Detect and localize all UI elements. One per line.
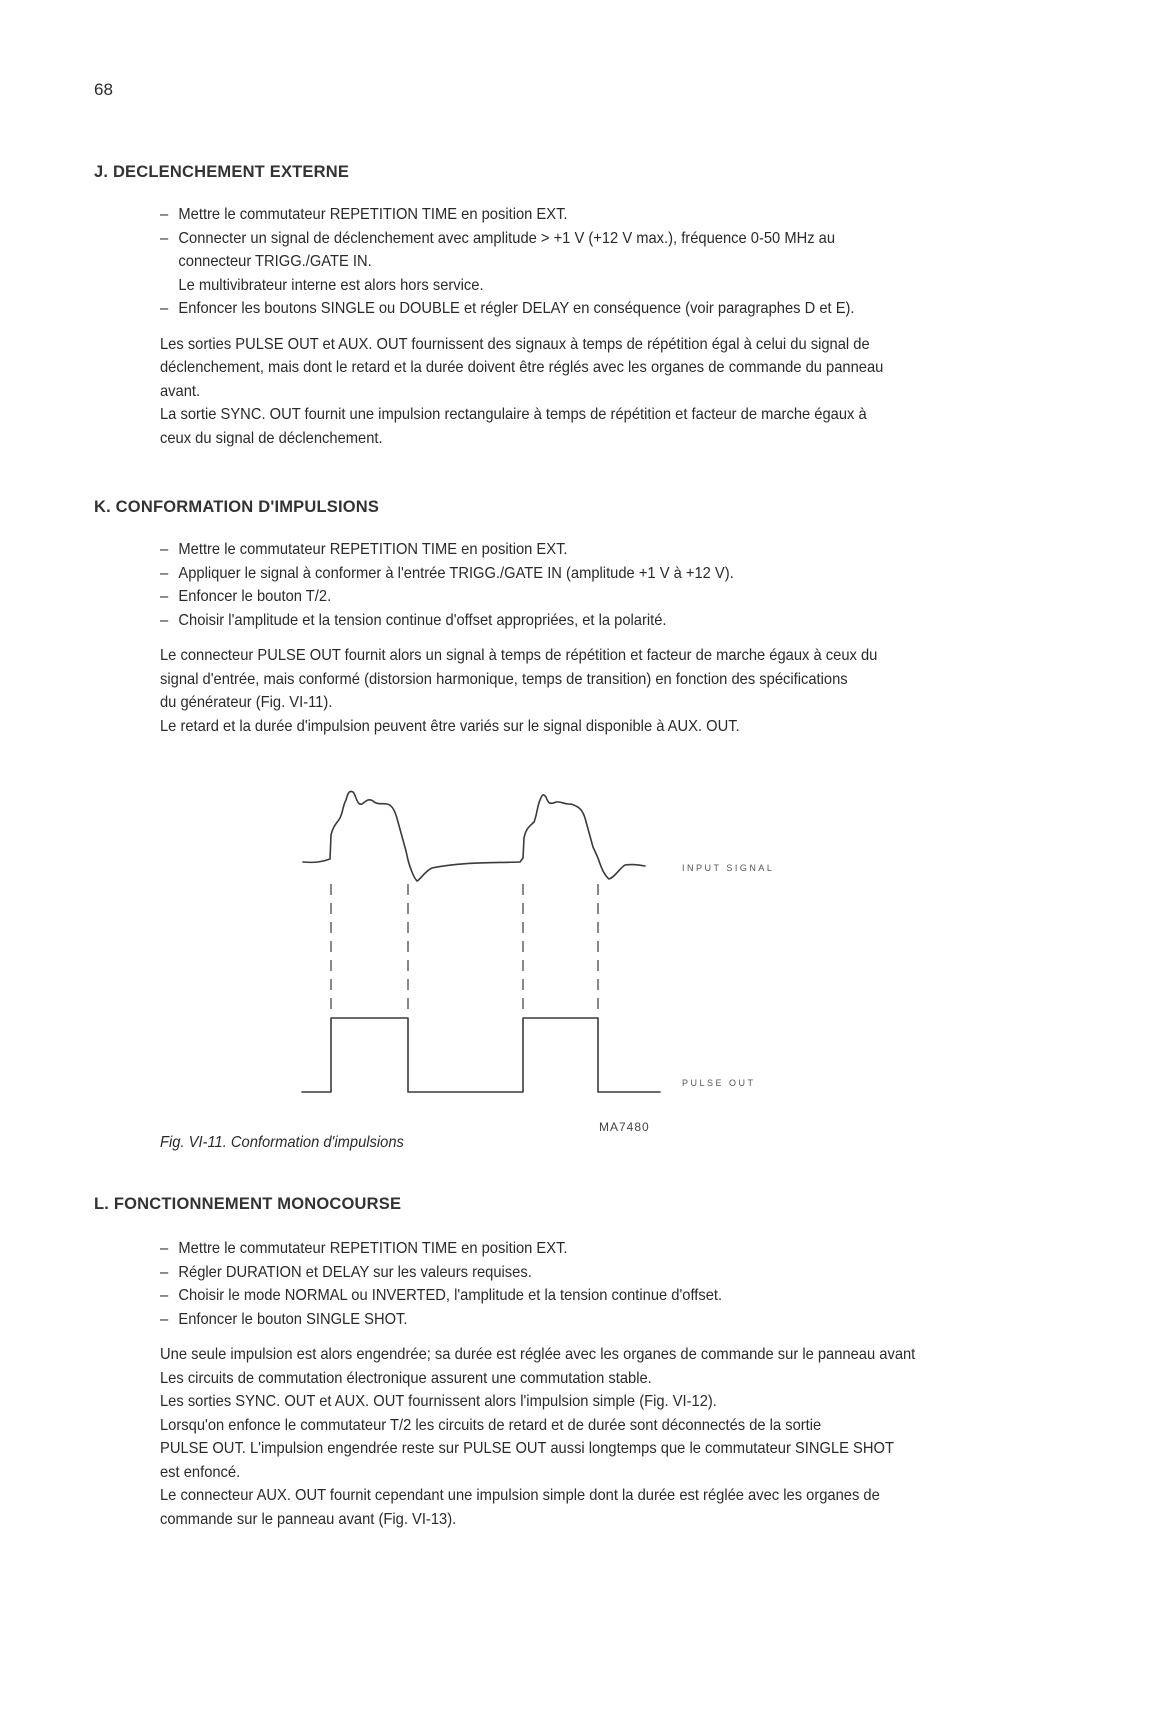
list-item: – Choisir l'amplitude et la tension continue d'offset appropriées, et la polarité. bbox=[160, 611, 667, 629]
list-item-continuation: connecteur TRIGG./GATE IN. bbox=[178, 253, 372, 270]
section-l-title: L. FONCTIONNEMENT MONOCOURSE bbox=[94, 1195, 402, 1213]
paragraph-line: commande sur le panneau avant (Fig. VI-13). bbox=[160, 1510, 457, 1528]
paragraph-line: La sortie SYNC. OUT fournit une impulsion rectangulaire à temps de répétition et facteur de marche égaux à bbox=[160, 406, 867, 423]
list-item: – Mettre le commutateur REPETITION TIME en position EXT. bbox=[160, 206, 568, 223]
paragraph-line: signal d'entrée, mais conformé (distorsion harmonique, temps de transition) en fonction des spécifications bbox=[160, 670, 848, 688]
paragraph-line: Lorsqu'on enfonce le commutateur T/2 les circuits de retard et de durée sont déconnectés de la sortie bbox=[160, 1416, 822, 1434]
list-item: – Appliquer le signal à conformer à l'entrée TRIGG./GATE IN (amplitude +1 V à +12 V). bbox=[160, 564, 734, 582]
list-item: – Choisir le mode NORMAL ou INVERTED, l'amplitude et la tension continue d'offset. bbox=[160, 1287, 723, 1304]
paragraph-line: Le connecteur PULSE OUT fournit alors un signal à temps de répétition et facteur de marche égaux à ceux du bbox=[160, 647, 878, 664]
list-item: – Enfoncer le bouton T/2. bbox=[160, 588, 332, 605]
list-item: – Mettre le commutateur REPETITION TIME en position EXT. bbox=[160, 541, 568, 558]
paragraph-line: avant. bbox=[160, 382, 201, 400]
input-signal-waveform bbox=[303, 791, 645, 881]
list-item-note: Le multivibrateur interne est alors hors service. bbox=[178, 276, 484, 294]
paragraph-line: Les sorties PULSE OUT et AUX. OUT fournissent des signaux à temps de répétition égal à celui du signal de bbox=[160, 335, 870, 353]
paragraph-line: PULSE OUT. L'impulsion engendrée reste sur PULSE OUT aussi longtemps que le commutateur SINGLE SHOT bbox=[160, 1440, 894, 1457]
list-item: – Régler DURATION et DELAY sur les valeurs requises. bbox=[160, 1263, 532, 1281]
section-j-title: J. DECLENCHEMENT EXTERNE bbox=[94, 163, 350, 181]
paragraph-line: du générateur (Fig. VI-11). bbox=[160, 694, 333, 711]
pulse-out-waveform bbox=[302, 1018, 660, 1092]
paragraph-line: ceux du signal de déclenchement. bbox=[160, 429, 383, 447]
paragraph-line: Le retard et la durée d'impulsion peuvent être variés sur le signal disponible à AUX. OUT. bbox=[160, 717, 740, 735]
list-item: – Connecter un signal de déclenchement avec amplitude > +1 V (+12 V max.), fréquence 0-50 MHz au bbox=[160, 229, 836, 247]
page-number: 68 bbox=[94, 80, 113, 99]
list-item: – Mettre le commutateur REPETITION TIME en position EXT. bbox=[160, 1240, 568, 1257]
input-signal-label: INPUT SIGNAL bbox=[682, 863, 775, 873]
paragraph-line: Le connecteur AUX. OUT fournit cependant une impulsion simple dont la durée est réglée avec les organes de bbox=[160, 1487, 880, 1504]
section-k-title: K. CONFORMATION D'IMPULSIONS bbox=[94, 498, 380, 516]
figure-code: MA7480 bbox=[599, 1120, 650, 1134]
section-l-body bbox=[160, 1237, 988, 1531]
list-item: – Enfoncer les boutons SINGLE ou DOUBLE et régler DELAY en conséquence (voir paragraphes D et E). bbox=[160, 300, 855, 317]
list-item: – Enfoncer le bouton SINGLE SHOT. bbox=[160, 1310, 408, 1328]
paragraph-line: est enfoncé. bbox=[160, 1463, 241, 1481]
pulse-out-label: PULSE OUT bbox=[682, 1078, 756, 1088]
paragraph-line: Les sorties SYNC. OUT et AUX. OUT fournissent alors l'impulsion simple (Fig. VI-12). bbox=[160, 1393, 717, 1410]
figure-caption: Fig. VI-11. Conformation d'impulsions bbox=[160, 1134, 404, 1151]
paragraph-line: Les circuits de commutation électronique assurent une commutation stable. bbox=[160, 1369, 652, 1387]
paragraph-line: déclenchement, mais dont le retard et la durée doivent être réglés avec les organes de commande du panneau bbox=[160, 359, 884, 376]
paragraph-line: Une seule impulsion est alors engendrée; sa durée est réglée avec les organes de commande sur le panneau avant bbox=[160, 1346, 916, 1363]
